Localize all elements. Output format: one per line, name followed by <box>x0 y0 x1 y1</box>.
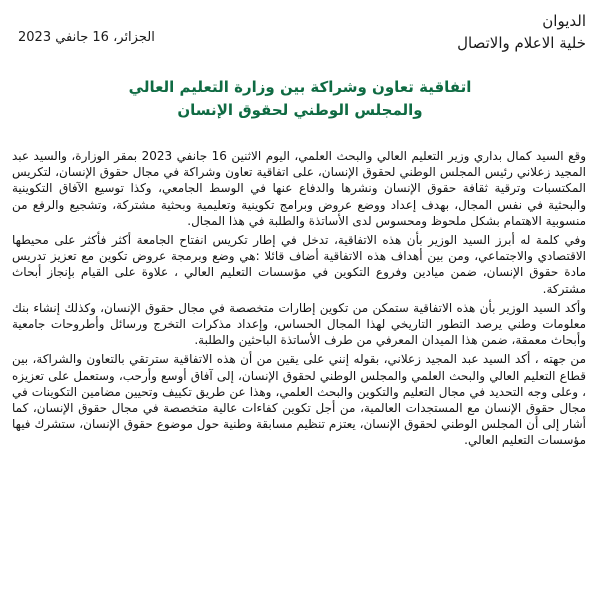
office-header <box>457 10 586 54</box>
place-date: الجزائر، 16 جانفي 2023 <box>18 30 155 45</box>
paragraph-3: وأكد السيد الوزير بأن هذه الاتفاقية ستمكن من تكوين إطارات متخصصة في مجال حقوق الإنسان، وكذلك إنشاء بنك معلومات وطني يرصد التطور التاريخي لهذا المجال الحساس، وإعداد مذكرات التخرج ورسائل وأطروحات جامعية وأبحاث معمقة، ضمن هذا الميدان المعرفي من طرف الأساتذة الباحثين والطلبة. <box>12 300 586 348</box>
document-body <box>12 148 586 452</box>
office-name: الديوان <box>542 12 586 30</box>
paragraph-1: وقع السيد كمال بداري وزير التعليم العالي والبحث العلمي، اليوم الاثنين 16 جانفي 2023 بمقر الوزارة، والسيد عبد المجيد زعلاني رئيس المجلس الوطني لحقوق الإنسان، على اتفاقية تعاون وشراكة في مجال حقوق الإنسان، لتكريس المكتسبات وترقية ثقافة حقوق الإنسان ونشرها والدفاع عنها في الوسط الجامعي، وكذا توسيع الآفاق التكوينية والبحثية في نفس المجال، بهدف إعداد ووضع عروض وبرامج تكوينية وتعليمية وبحثية مشتركة، وتشجيع والرفع من منسوبية الاهتمام بشكل ملحوظ ومحسوس لدى الأساتذة والطلبة في هذا المجال. <box>12 149 587 228</box>
document-title <box>60 76 540 122</box>
title-line-2: والمجلس الوطني لحقوق الإنسان <box>177 101 423 119</box>
paragraph-4: من جهته ، أكد السيد عبد المجيد زعلاني، بقوله إنني على يقين من أن هذه الاتفاقية سترتقي بالتعاون والشراكة، بين قطاع التعليم العالي والبحث العلمي والمجلس الوطني لحقوق الإنسان، إلى آفاق أوسع وأرحب، وستعمل على تعزيزه ، وعلى وجه التحديد في مجال التعليم والتكوين والبحث العلمي، وهذا عن طريق تكييف وتحيين مضامين التكوينات في مجال حقوق الإنسان مع المستجدات العالمية، من أجل تكوين كفاءات عالية متخصصة في مجال حقوق الإنسان، كما أشار إلى أن المجلس الوطني لحقوق الإنسان، يعتزم تنظيم مسابقة وطنية حول موضوع حقوق الإنسان، ستشرك فيها مؤسسات التعليم العالي. <box>12 352 586 448</box>
paragraph-2: وفي كلمة له أبرز السيد الوزير بأن هذه الاتفاقية، تدخل في إطار تكريس انفتاح الجامعة أكثر فأكثر على محيطها الاقتصادي والاجتماعي، ومن بين أهداف هذه الاتفاقية أضاف قائلا :هي وضع وبرمجة عروض تكوين مع تعزيز تدريس مادة حقوق الإنسان، ضمن ميادين وفروع التكوين في مؤسسات التعليم العالي ، علاوة على القيام بإنجاز أبحاث مشتركة. <box>12 233 586 296</box>
title-line-1: اتفاقية تعاون وشراكة بين وزارة التعليم العالي <box>128 78 472 96</box>
media-unit-name: خلية الاعلام والاتصال <box>457 34 586 52</box>
